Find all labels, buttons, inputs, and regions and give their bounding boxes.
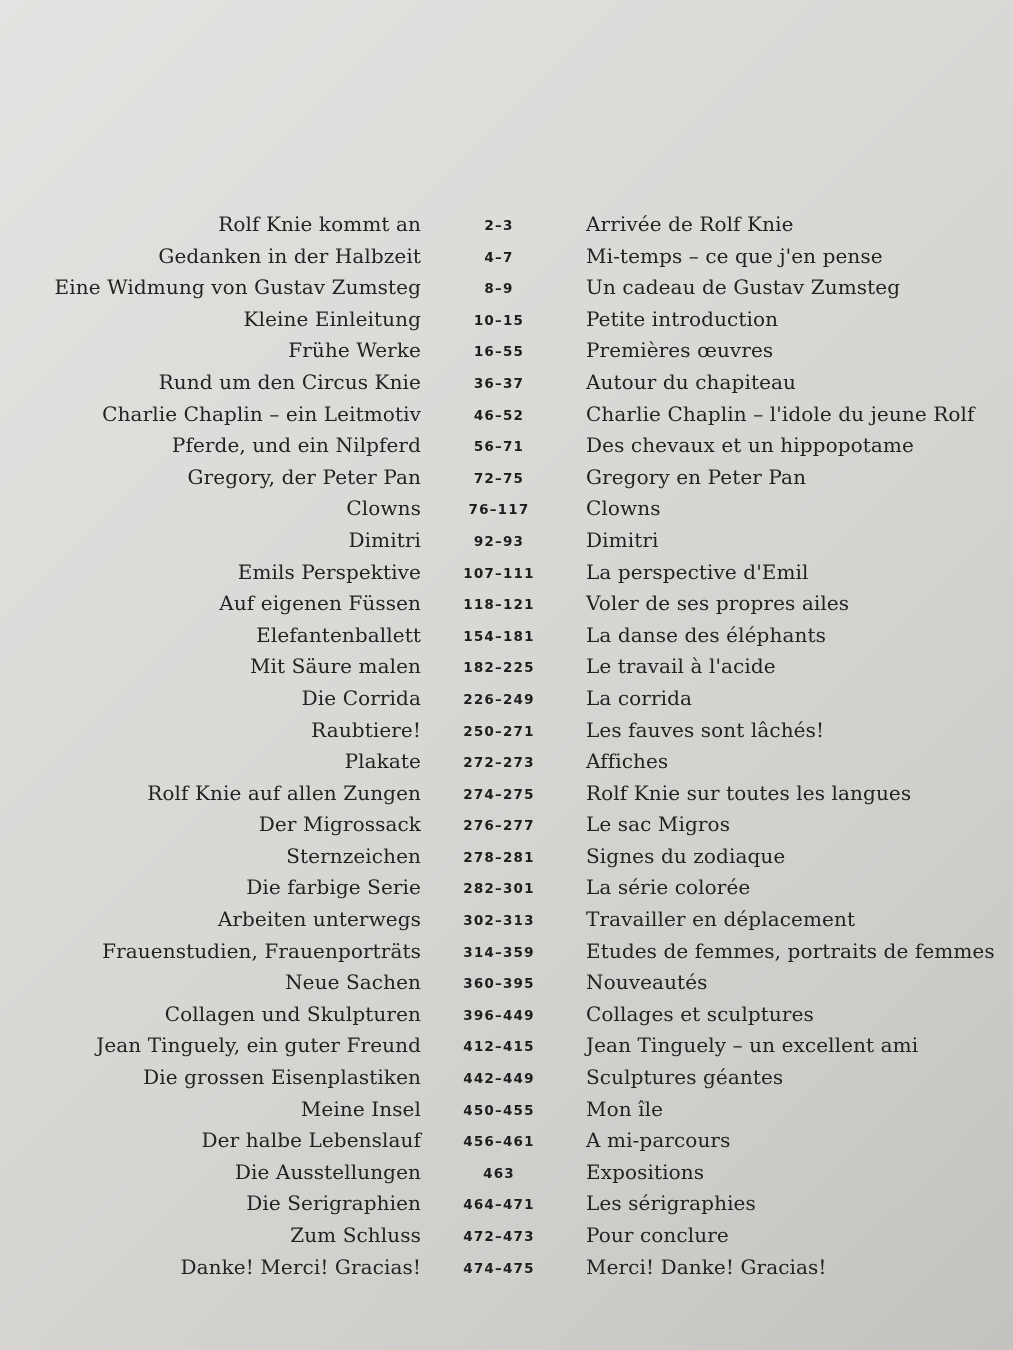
toc-title-german: Auf eigenen Füssen bbox=[219, 591, 421, 616]
toc-title-german: Collagen und Skulpturen bbox=[164, 1001, 421, 1026]
toc-entry bbox=[0, 433, 1013, 465]
toc-title-german: Emils Perspektive bbox=[237, 559, 421, 584]
toc-title-german: Gregory, der Peter Pan bbox=[187, 464, 421, 489]
toc-title-french: Le travail à l'acide bbox=[586, 654, 776, 679]
toc-entry bbox=[0, 1255, 1013, 1287]
toc-title-french: Rolf Knie sur toutes les langues bbox=[586, 780, 912, 805]
toc-page-range: 8–9 bbox=[484, 281, 514, 298]
toc-entry bbox=[0, 1065, 1013, 1097]
toc-title-german: Elefantenballett bbox=[256, 622, 421, 647]
toc-title-french: Autour du chapiteau bbox=[586, 369, 797, 394]
toc-entry bbox=[0, 844, 1013, 876]
toc-title-german: Gedanken in der Halbzeit bbox=[158, 243, 421, 268]
toc-entry bbox=[0, 1128, 1013, 1160]
toc-page-range: 276–277 bbox=[463, 818, 535, 835]
toc-page-range: 302–313 bbox=[463, 913, 535, 930]
toc-title-french: Premières œuvres bbox=[586, 338, 774, 363]
toc-title-german: Rolf Knie auf allen Zungen bbox=[147, 780, 421, 805]
toc-entry bbox=[0, 1033, 1013, 1065]
toc-entry bbox=[0, 654, 1013, 686]
toc-title-german: Neue Sachen bbox=[285, 970, 421, 995]
toc-title-german: Die Serigraphien bbox=[246, 1191, 421, 1216]
toc-entry bbox=[0, 1191, 1013, 1223]
toc-title-german: Die farbige Serie bbox=[246, 875, 421, 900]
toc-title-german: Mit Säure malen bbox=[249, 654, 421, 679]
toc-title-french: Mi-temps – ce que j'en pense bbox=[586, 243, 883, 268]
toc-title-german: Clowns bbox=[346, 496, 421, 521]
toc-entry bbox=[0, 749, 1013, 781]
toc-title-german: Zum Schluss bbox=[290, 1223, 421, 1247]
toc-title-french: Nouveautés bbox=[586, 970, 708, 995]
toc-title-french: La perspective d'Emil bbox=[586, 559, 809, 584]
toc-title-french: A mi-parcours bbox=[586, 1128, 731, 1153]
toc-entry bbox=[0, 907, 1013, 939]
toc-entry bbox=[0, 402, 1013, 434]
toc-title-french: Dimitri bbox=[586, 527, 659, 552]
toc-entry bbox=[0, 875, 1013, 907]
toc-page-range: 442–449 bbox=[463, 1071, 535, 1088]
toc-page-range: 72–75 bbox=[473, 470, 525, 487]
toc-title-french: Jean Tinguely – un excellent ami bbox=[586, 1033, 919, 1058]
toc-title-french: Expositions bbox=[586, 1159, 705, 1184]
toc-title-french: La danse des éléphants bbox=[586, 622, 826, 647]
toc-entry bbox=[0, 623, 1013, 655]
toc-title-french: Les sérigraphies bbox=[586, 1191, 756, 1216]
toc-title-french: Mon île bbox=[586, 1096, 664, 1121]
table-of-contents bbox=[0, 212, 1013, 1286]
toc-title-german: Danke! Merci! Gracias! bbox=[180, 1254, 421, 1279]
toc-page-range: 92–93 bbox=[473, 533, 525, 550]
toc-entry bbox=[0, 1002, 1013, 1034]
toc-title-french: Collages et sculptures bbox=[586, 1001, 814, 1026]
toc-title-german: Die Ausstellungen bbox=[234, 1159, 421, 1184]
toc-entry bbox=[0, 1097, 1013, 1129]
toc-page-range: 154–181 bbox=[463, 628, 535, 645]
toc-title-german: Rund um den Circus Knie bbox=[158, 369, 421, 394]
toc-page-range: 118–121 bbox=[463, 597, 535, 614]
toc-entry bbox=[0, 370, 1013, 402]
toc-entry bbox=[0, 718, 1013, 750]
toc-page-range: 472–473 bbox=[463, 1229, 535, 1245]
toc-page-range: 396–449 bbox=[463, 1007, 535, 1024]
toc-title-german: Sternzeichen bbox=[286, 843, 421, 868]
toc-title-german: Plakate bbox=[344, 749, 421, 774]
toc-page-range: 10–15 bbox=[473, 312, 525, 329]
toc-entry bbox=[0, 560, 1013, 592]
toc-title-french: Les fauves sont lâchés! bbox=[586, 717, 825, 742]
toc-title-french: Gregory en Peter Pan bbox=[586, 464, 807, 489]
toc-page-range: 464–471 bbox=[463, 1197, 535, 1214]
toc-title-french: Un cadeau de Gustav Zumsteg bbox=[586, 275, 901, 300]
toc-entry bbox=[0, 781, 1013, 813]
toc-page-range: 450–455 bbox=[463, 1102, 535, 1119]
toc-page-range: 282–301 bbox=[463, 881, 535, 898]
toc-entry bbox=[0, 244, 1013, 276]
toc-title-german: Eine Widmung von Gustav Zumsteg bbox=[54, 275, 421, 300]
toc-title-german: Arbeiten unterwegs bbox=[217, 907, 421, 932]
toc-page-range: 2–3 bbox=[484, 218, 514, 234]
toc-page-range: 16–55 bbox=[473, 344, 525, 361]
toc-entry bbox=[0, 275, 1013, 307]
toc-title-french: Clowns bbox=[586, 496, 661, 521]
toc-title-french: Sculptures géantes bbox=[586, 1065, 784, 1090]
toc-title-french: Etudes de femmes, portraits de femmes bbox=[586, 938, 995, 963]
toc-entry bbox=[0, 212, 1013, 244]
toc-title-french: Merci! Danke! Gracias! bbox=[586, 1254, 827, 1279]
toc-page-range: 107–111 bbox=[463, 565, 535, 582]
toc-page-range: 278–281 bbox=[463, 849, 535, 866]
toc-entry bbox=[0, 939, 1013, 971]
toc-page-range: 56–71 bbox=[473, 439, 525, 456]
toc-entry bbox=[0, 307, 1013, 339]
toc-title-german: Die grossen Eisenplastiken bbox=[143, 1065, 421, 1090]
toc-entry bbox=[0, 528, 1013, 560]
toc-title-german: Der Migrossack bbox=[258, 812, 421, 837]
toc-title-french: Signes du zodiaque bbox=[586, 843, 786, 868]
toc-title-german: Charlie Chaplin – ein Leitmotiv bbox=[102, 401, 421, 426]
toc-entry bbox=[0, 1160, 1013, 1192]
toc-title-french: La corrida bbox=[586, 685, 693, 710]
toc-title-german: Jean Tinguely, ein guter Freund bbox=[96, 1033, 421, 1058]
toc-page-range: 226–249 bbox=[463, 691, 535, 708]
toc-entry bbox=[0, 970, 1013, 1002]
toc-title-french: Affiches bbox=[586, 749, 669, 774]
toc-title-german: Kleine Einleitung bbox=[243, 306, 421, 331]
toc-title-german: Meine Insel bbox=[300, 1096, 421, 1121]
toc-page-range: 36–37 bbox=[473, 375, 525, 392]
toc-page-range: 360–395 bbox=[463, 976, 535, 993]
toc-title-german: Rolf Knie kommt an bbox=[218, 212, 421, 236]
toc-entry bbox=[0, 338, 1013, 370]
toc-page-range: 474–475 bbox=[463, 1260, 535, 1277]
toc-page-range: 4–7 bbox=[484, 249, 514, 266]
toc-title-french: Arrivée de Rolf Knie bbox=[586, 212, 794, 236]
toc-entry bbox=[0, 686, 1013, 718]
toc-entry bbox=[0, 591, 1013, 623]
toc-title-french: Voler de ses propres ailes bbox=[586, 591, 850, 616]
toc-page-range: 412–415 bbox=[463, 1039, 535, 1056]
toc-title-french: Travailler en déplacement bbox=[586, 907, 856, 932]
toc-title-german: Frauenstudien, Frauenporträts bbox=[102, 938, 421, 963]
toc-page-range: 272–273 bbox=[463, 755, 535, 772]
toc-page-range: 46–52 bbox=[473, 407, 525, 424]
toc-title-german: Pferde, und ein Nilpferd bbox=[171, 433, 421, 458]
toc-title-german: Die Corrida bbox=[301, 685, 421, 710]
toc-title-german: Der halbe Lebenslauf bbox=[201, 1128, 421, 1153]
toc-title-french: Des chevaux et un hippopotame bbox=[586, 433, 914, 458]
toc-title-french: La série colorée bbox=[586, 875, 751, 900]
toc-page-range: 274–275 bbox=[463, 786, 535, 803]
toc-entry bbox=[0, 812, 1013, 844]
toc-title-french: Charlie Chaplin – l'idole du jeune Rolf bbox=[586, 401, 975, 426]
toc-title-french: Pour conclure bbox=[586, 1223, 729, 1247]
toc-title-french: Petite introduction bbox=[586, 306, 779, 331]
toc-page-range: 182–225 bbox=[463, 660, 535, 677]
toc-page-range: 76–117 bbox=[468, 502, 530, 519]
toc-page-range: 250–271 bbox=[463, 723, 535, 740]
toc-title-german: Dimitri bbox=[348, 527, 421, 552]
toc-page-range: 463 bbox=[483, 1165, 515, 1182]
toc-entry bbox=[0, 496, 1013, 528]
toc-page-range: 456–461 bbox=[463, 1134, 535, 1151]
toc-title-german: Raubtiere! bbox=[311, 717, 421, 742]
toc-page-range: 314–359 bbox=[463, 944, 535, 961]
toc-title-french: Le sac Migros bbox=[586, 812, 731, 837]
toc-title-german: Frühe Werke bbox=[288, 338, 421, 363]
toc-entry bbox=[0, 465, 1013, 497]
toc-entry bbox=[0, 1223, 1013, 1255]
